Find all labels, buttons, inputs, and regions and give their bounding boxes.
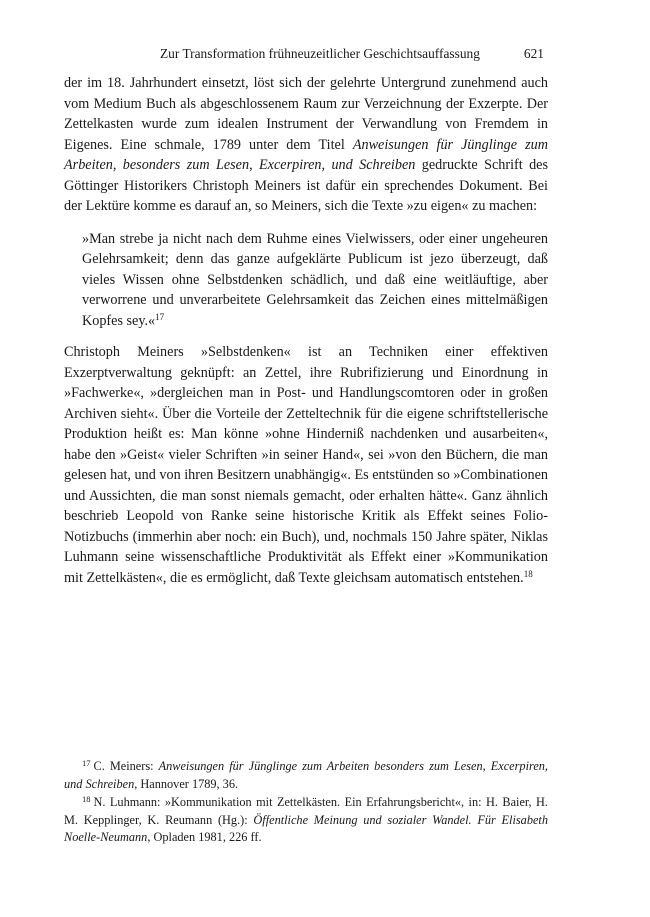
footnote-18 (64, 794, 548, 847)
footnote-17 (64, 758, 548, 793)
paragraph-meiners (64, 342, 548, 588)
page-number: 621 (523, 46, 544, 61)
footnote-number: 18 (82, 794, 91, 805)
paragraph-intro-text-2: gedruckte Schrift des Göttinger Historikers Christoph Meiners ist dafür ein sprechendes Dokument. Bei der Lektüre komme es darauf an, so Meiners, sich die Texte »zu eigen« zu machen: (64, 157, 548, 214)
paragraph-intro (64, 73, 548, 217)
footnote-ref-17: 17 (155, 311, 165, 322)
main-text (64, 73, 548, 588)
running-title: Zur Transformation frühneuzeitlicher Geschichtsauffassung (160, 46, 480, 61)
footnote-title: Öffentliche Meinung und sozialer Wandel. Für Elisabeth Noelle-Neumann (64, 812, 548, 845)
footnotes (64, 758, 548, 847)
cited-title: Anweisungen für Jünglinge zum Arbeiten, besonders zum Lesen, Excerpiren, und Schreiben (64, 136, 548, 173)
paragraph-meiners-text: Christoph Meiners »Selbstdenken« ist an Techniken einer effektiven Exzerptverwaltung geknüpft: an Zettel, ihre Rubrifizierung und Einordnung in »Fachwerke«, »dergleichen man in Post- und Handlungscomtoren oder in großen Archiven sieht«. Über die Vorteile der Zetteltechnik für die eigene schriftstellerische Produktion heißt es: Man könne »ohne Hinderniß nachdenken und ausarbeiten«, habe den »Geist« vieler Schriften »in seiner Hand«, sei »von den Büchern, die man gelesen hat, und von ihren Besitzern unabhängig«. Es entstünden so »Combinationen und Aussichten, die man sonst niemals gemacht, oder erhalten hätte«. Ganz ähnlich beschrieb Leopold von Ranke seine historische Kritik als Effekt seines Folio-Notizbuchs (immerhin aber noch: ein Buch), und, nochmals 150 Jahre später, Niklas Luhmann seine wissenschaftliche Produktivität als Effekt einer »Kommunikation mit Zettelkästen«, die es ermöglicht, daß Texte gleichsam automatisch entstehen. (64, 344, 548, 586)
footnote-text: C. Meiners: (93, 759, 159, 773)
footnote-number: 17 (82, 758, 91, 768)
quote-text: »Man strebe ja nicht nach dem Ruhme eines Vielwissers, oder einer ungeheuren Gelehrsamkeit; denn das ganze aufgeklärte Publicum ist jezo überzeugt, daß vieles Wissen ohne Selbstdenken schädlich, und daß eine weitläuftige, aber verworrene und unverarbeitete Gelehrsamkeit das Zeichen eines mittelmäßigen Kopfes sey.« (82, 230, 548, 329)
paragraph-intro-text-1: der im 18. Jahrhundert einsetzt, löst sich der gelehrte Untergrund zunehmend auch vom Medium Buch als abgeschlossenem Raum zur Verzeichnung der Exzerpte. Der Zettelkasten wurde zum idealen Instrument der Verwandlung von Fremdem in Eigenes. Eine schmale, 1789 unter dem Titel (64, 75, 548, 153)
footnote-ref-18: 18 (523, 568, 533, 579)
footnote-text: , Opladen 1981, 226 ff. (147, 830, 262, 845)
block-quote (82, 229, 548, 332)
footnote-title: Anweisungen für Jünglinge zum Arbeiten besonders zum Lesen, Excerpiren, und Schreiben (64, 759, 549, 791)
footnote-text: , Hannover 1789, 36. (134, 776, 239, 791)
footnote-text: N. Luhmann: »Kommunikation mit Zettelkästen. Ein Erfahrungsbericht«, in: H. Baier, H. M. Kepplinger, K. Reumann (Hg.): (64, 795, 548, 827)
